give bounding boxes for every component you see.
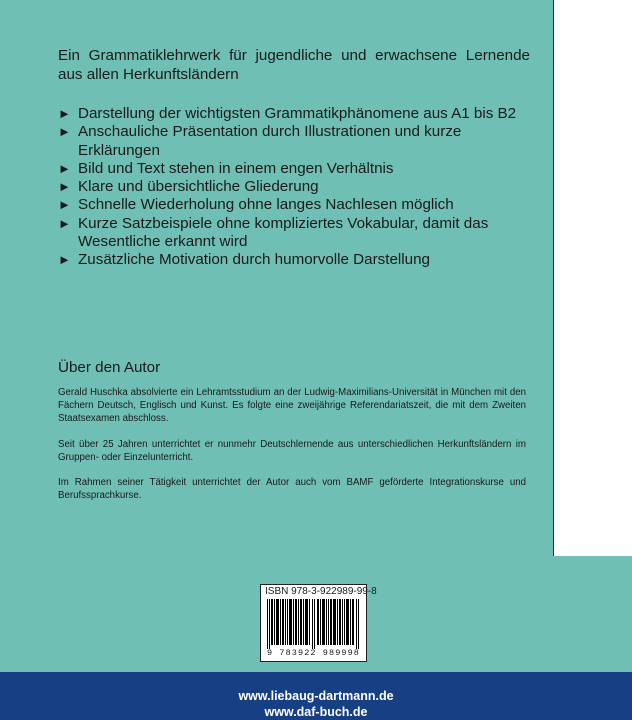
feature-item: ► Darstellung der wichtigsten Grammatikphänomene aus A1 bis B2 <box>58 105 517 122</box>
isbn-digits: 9 783922 989998 <box>266 648 360 658</box>
author-paragraph: Seit über 25 Jahren unterrichtet er nunmehr Deutschlernende aus unterschiedlichen Herkunftsländern im Gruppen- oder Einzelunterricht. <box>58 438 526 463</box>
feature-item: ► Schnelle Wiederholung ohne langes Nachlesen möglich <box>58 196 454 214</box>
footer-bar <box>0 672 632 720</box>
feature-item: ► Klare und übersichtliche Gliederung <box>58 178 319 196</box>
arrow-bullet-icon: ► <box>58 124 71 140</box>
barcode-bars-icon <box>267 599 360 649</box>
arrow-bullet-icon: ► <box>58 160 71 176</box>
author-paragraph: Im Rahmen seiner Tätigkeit unterrichtet der Autor auch vom BAMF geförderte Integrationskurse und Berufssprachkurse. <box>58 477 526 502</box>
arrow-bullet-icon: ► <box>58 215 71 231</box>
author-bio <box>58 386 526 514</box>
arrow-bullet-icon: ► <box>58 106 71 121</box>
feature-item: ► Anschauliche Präsentation durch Illustrationen und kurze Erklärungen <box>58 123 462 159</box>
intro-text: Ein Grammatiklehrwerk für jugendliche und erwachsene Lernende aus allen Herkunftsländern <box>58 47 530 83</box>
isbn-label: ISBN 978-3-922989-99-8 <box>265 586 377 597</box>
arrow-bullet-icon: ► <box>58 197 71 213</box>
arrow-bullet-icon: ► <box>58 179 71 195</box>
author-paragraph: Gerald Huschka absolvierte ein Lehramtsstudium an der Ludwig-Maximilians-Universität in München mit den Fächern Deutsch, Englisch und Kunst. Es folgte eine zweijährige Referendariatszeit, die mit dem Zweiten Staatsexamen abschloss. <box>58 387 526 425</box>
description-block <box>58 46 530 270</box>
feature-list <box>58 105 530 270</box>
feature-item: ► Bild und Text stehen in einem engen Verhältnis <box>58 159 394 177</box>
arrow-bullet-icon: ► <box>58 252 71 268</box>
publisher-url: www.liebaug-dartmann.de <box>238 689 394 703</box>
author-heading: Über den Autor <box>58 359 161 376</box>
isbn-barcode <box>260 584 377 662</box>
feature-item: ► Zusätzliche Motivation durch humorvolle Darstellung <box>58 251 431 269</box>
daf-book-url: www.daf-buch.de <box>264 705 368 719</box>
feature-item: ► Kurze Satzbeispiele ohne kompliziertes Vokabular, damit das Wesentliche erkannt wird <box>58 214 489 251</box>
